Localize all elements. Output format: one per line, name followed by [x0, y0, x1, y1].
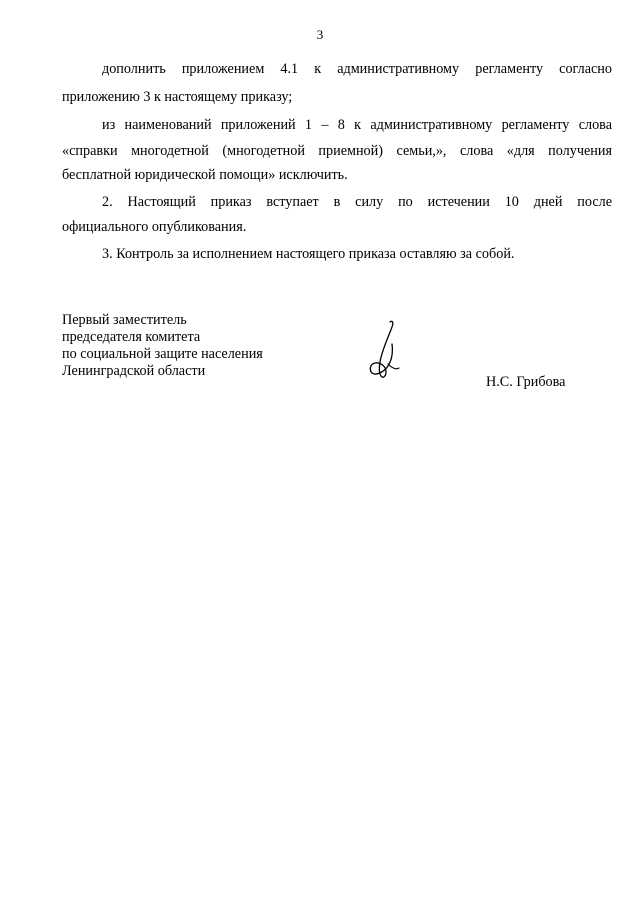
signatory-position-line-1: Первый заместитель — [62, 312, 187, 328]
signatory-name: Н.С. Грибова — [486, 374, 566, 390]
paragraph-1-line-2: приложению 3 к настоящему приказу; — [62, 89, 293, 105]
paragraph-2-line-1: из наименований приложений 1 – 8 к административному регламенту слова — [102, 117, 612, 133]
signatory-position-line-2: председателя комитета — [62, 329, 201, 345]
signatory-position-line-4: Ленинградской области — [62, 363, 206, 379]
paragraph-2-line-2: «справки многодетной (многодетной приемной) семьи,», слова «для получения — [62, 143, 612, 159]
signatory-position-line-3: по социальной защите населения — [62, 346, 263, 362]
paragraph-3-line-2: официального опубликования. — [62, 219, 247, 235]
paragraph-4-line-1: 3. Контроль за исполнением настоящего приказа оставляю за собой. — [102, 246, 515, 262]
page-number: 3 — [316, 27, 324, 42]
paragraph-1-line-1: дополнить приложением 4.1 к административному регламенту согласно — [102, 61, 612, 77]
paragraph-2-line-3: бесплатной юридической помощи» исключить. — [62, 167, 348, 183]
handwritten-signature — [366, 318, 402, 380]
paragraph-3-line-1: 2. Настоящий приказ вступает в силу по истечении 10 дней после — [102, 194, 612, 210]
